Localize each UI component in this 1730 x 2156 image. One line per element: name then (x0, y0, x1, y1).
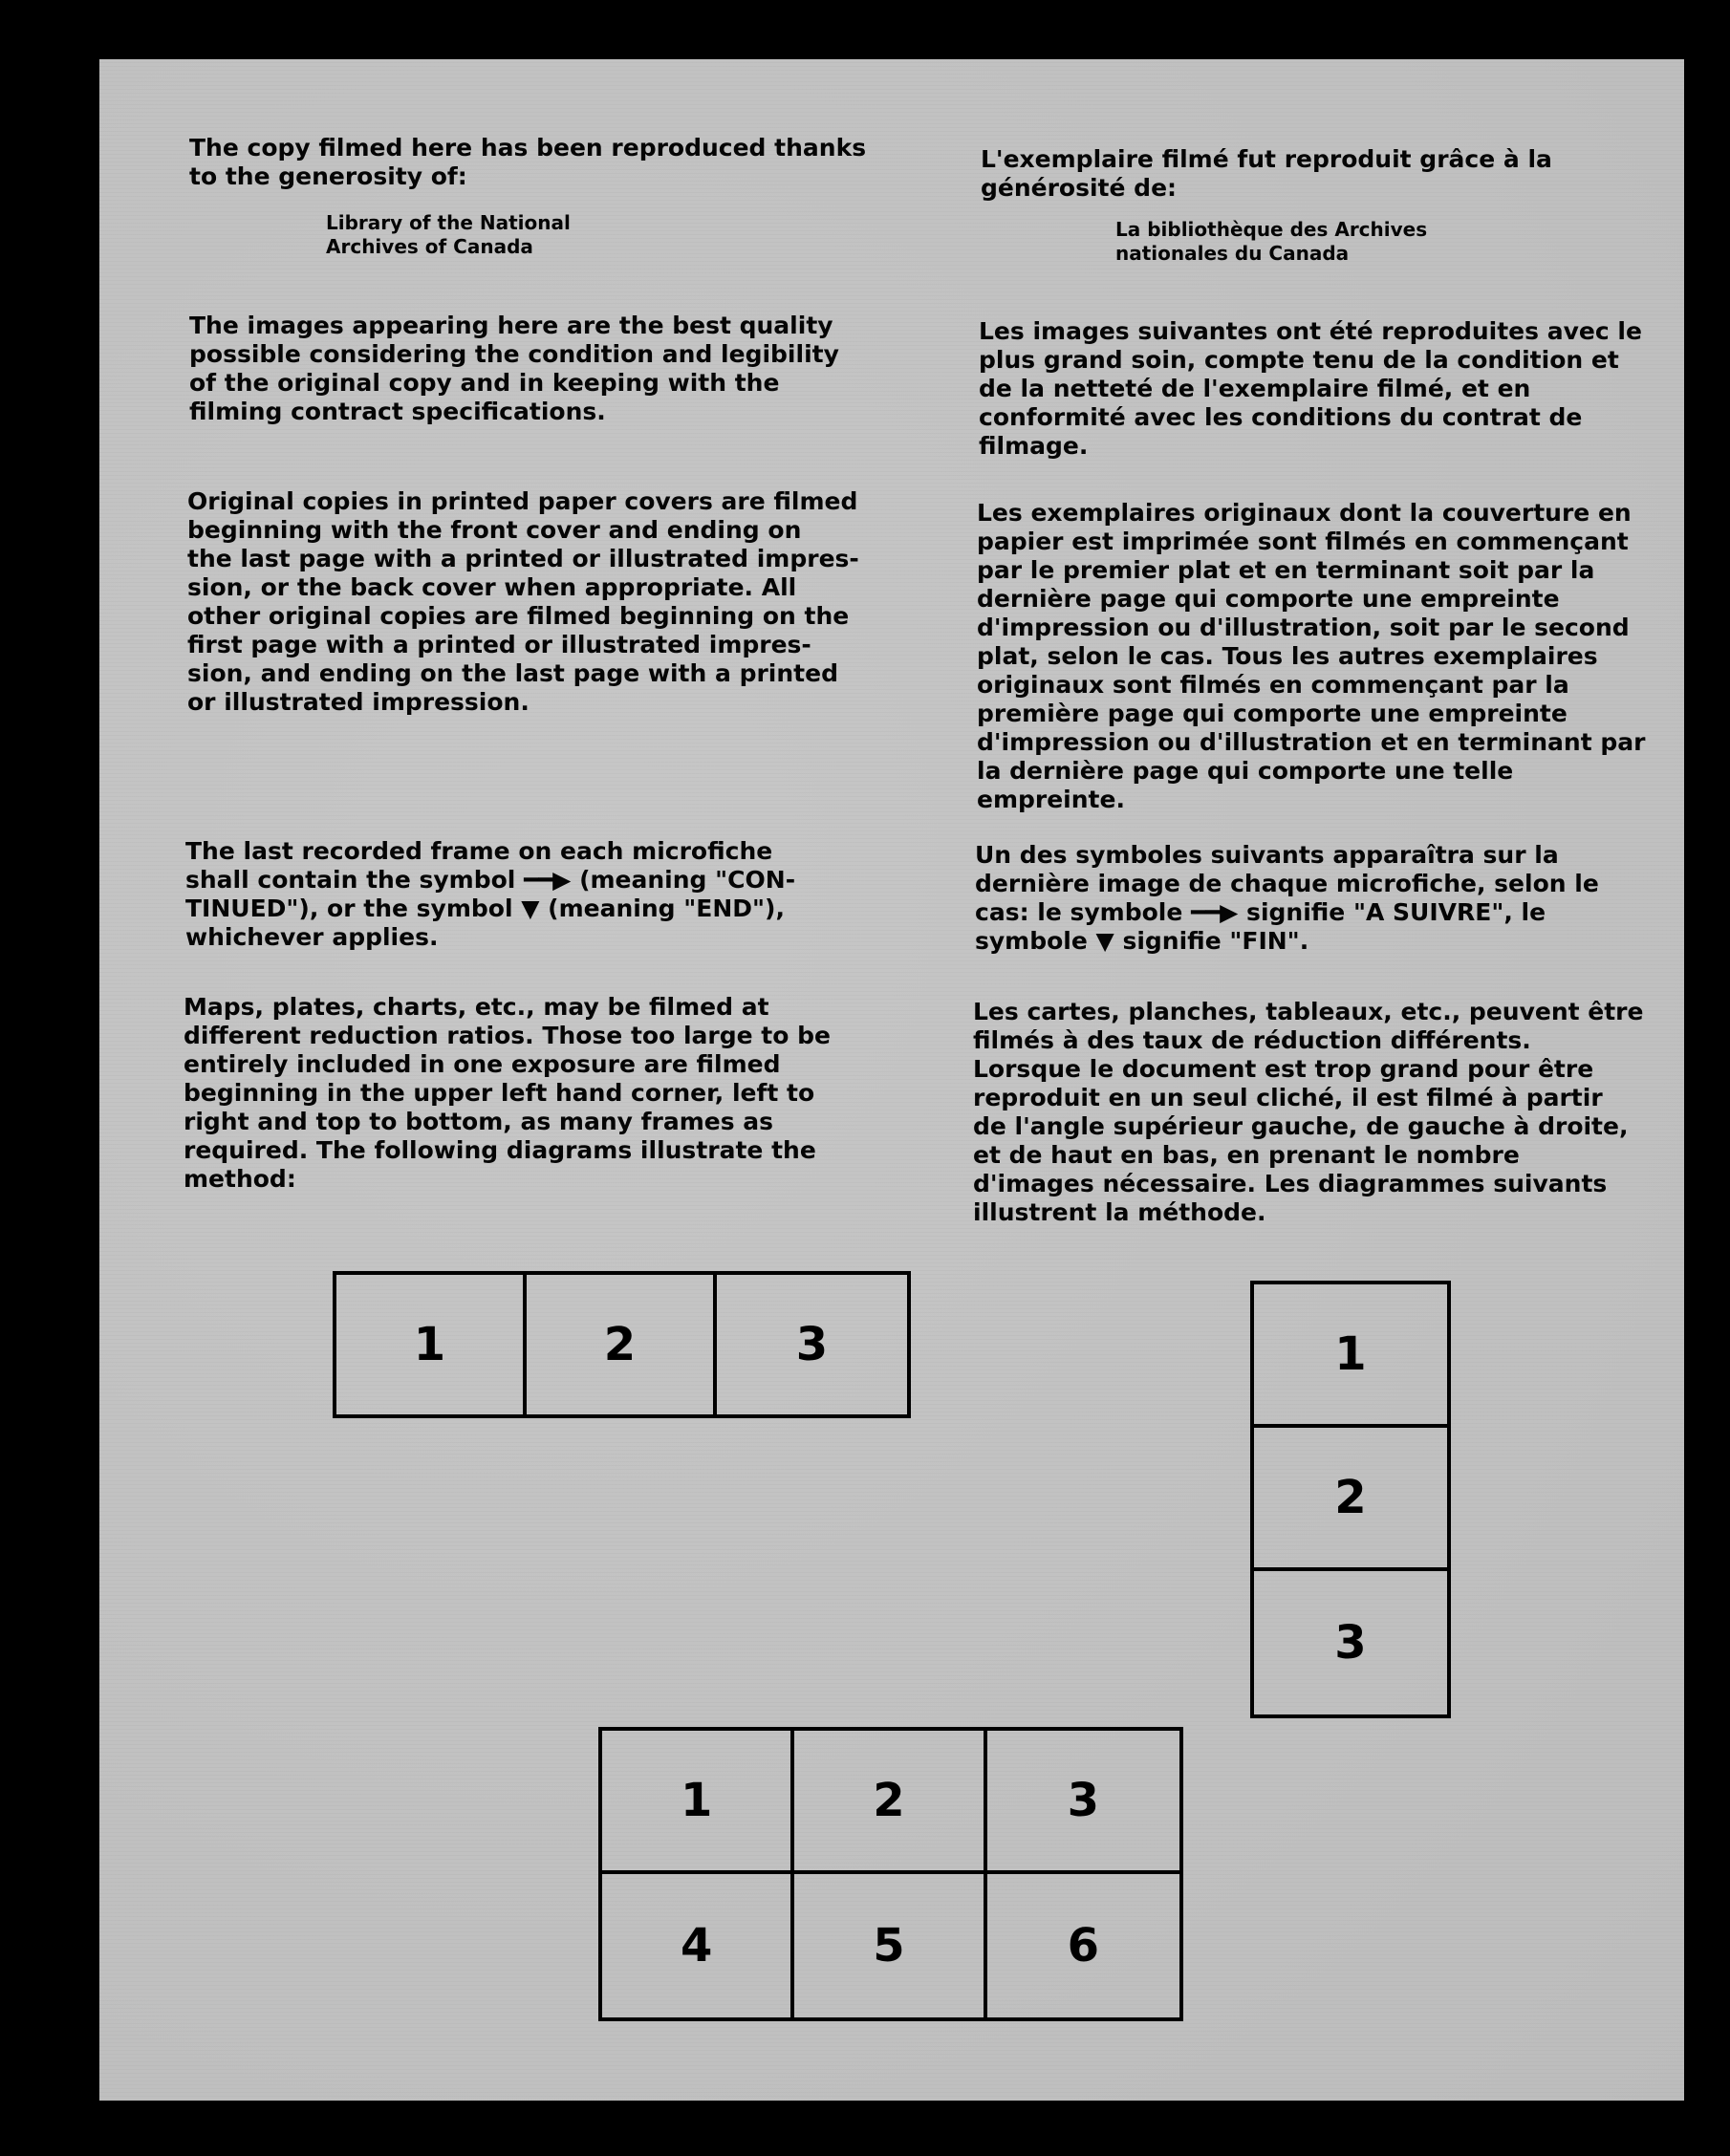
frame-cell: 1 (602, 1731, 794, 1874)
microfiche-page (99, 59, 1684, 2101)
frame-cell: 2 (794, 1731, 986, 1874)
frame-cell: 3 (795, 1318, 829, 1371)
french-originals-statement: Les exemplaires originaux dont la couverture en papier est imprimée sont filmés en commençant par le premier plat et en terminant soit par la dernière page qui comporte une empreinte d'impression ou d'illustration, soit par le second plat, selon le cas. Tous les autres exemplaires originaux sont filmés en commençant par la première page qui comporte une empreinte d'impression ou d'illustration et en terminant par la dernière page qui comporte une telle empreinte. (977, 499, 1646, 813)
english-symbols-statement: The last recorded frame on each microfiche shall contain the symbol ━━▶ (meaning "CON- TINUED"), or the symbol ▼ (meaning "END"), whichever applies. (185, 837, 796, 951)
frame-cell: 3 (1334, 1616, 1367, 1670)
diagram-vertical-frames (1250, 1281, 1451, 1718)
frame-cell: 6 (1067, 1919, 1100, 1973)
french-maps-statement: Les cartes, planches, tableaux, etc., peuvent être filmés à des taux de réduction différents. Lorsque le document est trop grand pour être reproduit en un seul cliché, il est filmé à partir de l'angle supérieur gauche, de gauche à droite, et de haut en bas, en prenant le nombre d'images nécessaire. Les diagrammes suivants illustrent la méthode. (973, 998, 1644, 1226)
frame-cell: 5 (794, 1874, 986, 2017)
english-quality-statement: The images appearing here are the best quality possible considering the condition and legibility of the original copy and in keeping with the filming contract specifications. (189, 312, 839, 425)
frame-cell: 2 (527, 1275, 717, 1414)
english-originals-statement: Original copies in printed paper covers are filmed beginning with the front cover and ending on the last page with a printed or illustrated impres- sion, or the back cover when appropriate. All other original copies are filmed beginning on the first page with a printed or illustrated impres- sion, and ending on the last page with a printed or illustrated impression. (187, 487, 859, 716)
diagram-grid-frames (598, 1727, 1183, 2021)
english-intro: The copy filmed here has been reproduced thanks to the generosity of: (189, 134, 867, 190)
diagram-horizontal-frames (333, 1271, 911, 1418)
frame-cell: 3 (987, 1731, 1179, 1874)
frame-cell: 2 (1254, 1428, 1447, 1571)
english-maps-statement: Maps, plates, charts, etc., may be filmed at different reduction ratios. Those too large to be entirely included in one exposure are filmed beginning in the upper left hand corner, left to right and top to bottom, as many frames as required. The following diagrams illustrate the method: (184, 993, 831, 1193)
frame-cell: 4 (602, 1874, 794, 2017)
french-library-name: La bibliothèque des Archives nationales du Canada (1115, 218, 1428, 265)
frame-cell: 1 (336, 1275, 527, 1414)
french-intro: L'exemplaire filmé fut reproduit grâce à la générosité de: (981, 145, 1552, 202)
french-symbols-statement: Un des symboles suivants apparaîtra sur la dernière image de chaque microfiche, selon le cas: le symbole ━━▶ signifie "A SUIVRE", le symbole ▼ signifie "FIN". (975, 841, 1599, 955)
french-quality-statement: Les images suivantes ont été reproduites avec le plus grand soin, compte tenu de la condition et de la netteté de l'exemplaire filmé, et en conformité avec les conditions du contrat de filmage. (979, 317, 1642, 460)
frame-cell: 1 (1254, 1284, 1447, 1428)
english-library-name: Library of the National Archives of Canada (326, 211, 571, 258)
